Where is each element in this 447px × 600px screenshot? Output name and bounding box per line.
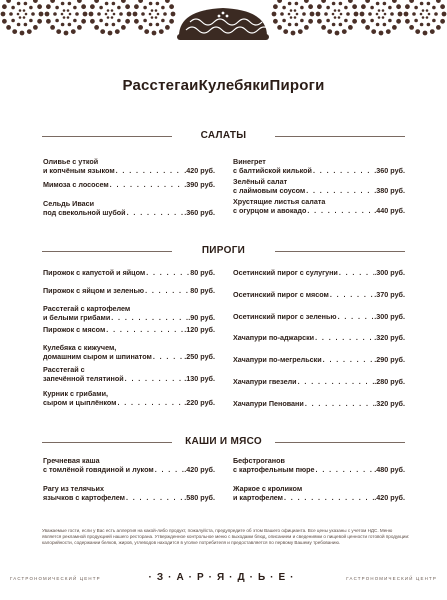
menu-item-price: .420 руб. <box>374 493 405 502</box>
section-header-porridge <box>42 436 405 450</box>
menu-item-price: .320 руб. <box>374 399 405 408</box>
allergy-note: Уважаемые гости, если у Вас есть аллергия на какой-либо продукт, пожалуйста, предупредите об этом Вашего официанта. Все цены указаны с учетом НДС. Меню является рекламной продукцией нашего ресторана. Утвержденное контрольное меню с выходами блюд, описанием и сведениями о пищевой ценности готовой продукции: калорийности, содержании белков, жиров, углеводов находится в уголке потребителя и предоставляется по первому Вашему требованию. <box>42 528 410 545</box>
menu-item-price: .320 руб. <box>374 333 405 342</box>
menu-item-price: .420 руб. <box>184 166 215 175</box>
menu-item <box>43 484 215 502</box>
menu-item <box>43 325 215 334</box>
menu-item-name: Хачапури по-аджарски <box>233 333 315 342</box>
menu-item <box>43 389 215 407</box>
menu-item-name: Мимоза с лососем <box>43 180 109 189</box>
dot-leader <box>125 493 184 502</box>
dot-leader <box>297 377 375 386</box>
dot-leader <box>305 186 374 195</box>
dot-leader <box>154 465 185 474</box>
menu-item-name: с картофельным пюре <box>233 465 315 474</box>
menu-item-name: Бефстроганов <box>233 456 285 465</box>
brand-tagline-right: ГАСТРОНОМИЧЕСКИЙ ЦЕНТР <box>346 576 437 581</box>
dot-leader <box>115 166 185 175</box>
menu-item <box>43 180 215 189</box>
dot-leader <box>145 268 190 277</box>
dot-leader <box>314 333 374 342</box>
menu-item-price: .370 руб. <box>374 290 405 299</box>
section-header-pies <box>42 245 405 259</box>
menu-item-price: .300 руб. <box>374 268 405 277</box>
menu-item <box>233 290 405 299</box>
menu-item <box>233 197 405 215</box>
dot-leader <box>322 355 375 364</box>
menu-item-price: .360 руб. <box>374 166 405 175</box>
menu-item-price: .380 руб. <box>374 186 405 195</box>
dot-leader <box>312 166 374 175</box>
menu-item <box>233 456 405 474</box>
menu-item <box>233 355 405 364</box>
menu-item-price: .420 руб. <box>184 465 215 474</box>
menu-item-price: .130 руб. <box>184 374 215 383</box>
menu-title: РасстегаиКулебякиПироги <box>122 77 325 94</box>
brand-strip <box>0 572 447 586</box>
menu-item-name: Гречневая каша <box>43 456 100 465</box>
menu-item-name: и копчёным языком <box>43 166 115 175</box>
dot-leader <box>126 208 185 217</box>
menu-item-name: под свекольной шубой <box>43 208 126 217</box>
dot-leader <box>283 493 374 502</box>
menu-item-name: Курник с грибами, <box>43 389 108 398</box>
menu-item-name: Осетинский пирог с мясом <box>233 290 329 299</box>
menu-item-name: сыром и цыплёнком <box>43 398 117 407</box>
menu-item-name: с томлёной говядиной и луком <box>43 465 154 474</box>
dot-leader <box>124 374 185 383</box>
dot-leader <box>116 398 184 407</box>
menu-item-name: язычков с картофелем <box>43 493 125 502</box>
menu-item <box>233 268 405 277</box>
menu-item-name: Жаркое с кроликом <box>233 484 303 493</box>
menu-item-price: .480 руб. <box>374 465 405 474</box>
dot-leader <box>109 180 185 189</box>
top-ornament <box>0 0 447 50</box>
dot-leader <box>110 313 188 322</box>
menu-item <box>43 365 215 383</box>
section-title-salads: САЛАТЫ <box>200 130 247 141</box>
dot-leader <box>144 286 190 295</box>
menu-item-price: .90 руб. <box>188 313 215 322</box>
menu-item-price: .290 руб. <box>374 355 405 364</box>
menu-item <box>43 304 215 322</box>
menu-item-name: Рагу из телячьих <box>43 484 104 493</box>
pie-icon <box>177 8 270 40</box>
menu-item-price: .250 руб. <box>184 352 215 361</box>
menu-item-price: .360 руб. <box>184 208 215 217</box>
menu-item-name: Осетинский пирог с зеленью <box>233 312 337 321</box>
dot-leader <box>105 325 184 334</box>
dot-leader <box>306 206 374 215</box>
menu-item <box>233 157 405 175</box>
menu-item-name: с балтийской килькой <box>233 166 312 175</box>
menu-item-name: Хачапури по-мегрельски <box>233 355 322 364</box>
menu-item-name: Расстегай с <box>43 365 85 374</box>
dot-leader <box>338 268 374 277</box>
menu-item-price: .280 руб. <box>374 377 405 386</box>
brand-tagline-left: ГАСТРОНОМИЧЕСКИЙ ЦЕНТР <box>10 576 101 581</box>
menu-item-name: Хачапури Пеновани <box>233 399 304 408</box>
menu-item-name: с огурцом и авокадо <box>233 206 307 215</box>
menu-item-name: Зелёный салат <box>233 177 288 186</box>
menu-item <box>233 177 405 195</box>
menu-item-price: .440 руб. <box>374 206 405 215</box>
menu-item-price: .300 руб. <box>374 312 405 321</box>
dot-leader <box>304 399 374 408</box>
menu-item-price: .390 руб. <box>184 180 215 189</box>
menu-item-price: .580 руб. <box>184 493 215 502</box>
menu-item-name: Кулебяка с кижучем, <box>43 343 117 352</box>
menu-item-name: Пирожок с яйцом и зеленью <box>43 286 145 295</box>
menu-item-price: 80 руб. <box>190 268 215 277</box>
menu-item <box>233 312 405 321</box>
menu-item-price: 80 руб. <box>190 286 215 295</box>
menu-item <box>43 199 215 217</box>
section-header-salads <box>42 130 405 144</box>
menu-item <box>233 333 405 342</box>
menu-item-name: с лаймовым соусом <box>233 186 306 195</box>
section-title-porridge: КАШИ И МЯСО <box>185 436 262 447</box>
menu-item-name: Осетинский пирог с сулугуни <box>233 268 338 277</box>
dot-leader <box>315 465 375 474</box>
menu-item-name: Расстегай с картофелем <box>43 304 131 313</box>
menu-item <box>43 157 215 175</box>
menu-item <box>43 268 215 277</box>
menu-item-name: Хачапури гвезели <box>233 377 297 386</box>
dot-leader <box>337 312 375 321</box>
menu-item-name: и белыми грибами <box>43 313 111 322</box>
menu-item <box>233 399 405 408</box>
menu-item-name: запечённой телятиной <box>43 374 124 383</box>
menu-item-name: Сельдь Иваси <box>43 199 95 208</box>
menu-item-name: Оливье с уткой <box>43 157 99 166</box>
section-title-pies: ПИРОГИ <box>201 245 246 256</box>
menu-item <box>43 343 215 361</box>
menu-item-name: Пирожок с капустой и яйцом <box>43 268 146 277</box>
menu-item-name: и картофелем <box>233 493 284 502</box>
menu-item-price: .220 руб. <box>184 398 215 407</box>
menu-item-name: Пирожок с мясом <box>43 325 106 334</box>
dot-leader <box>329 290 374 299</box>
menu-item-name: Винегрет <box>233 157 266 166</box>
menu-item <box>43 286 215 295</box>
menu-item-price: .120 руб. <box>184 325 215 334</box>
brand-logo: ·З·А·Р·Я·Д·Ь·Е· <box>148 572 299 583</box>
menu-item-name: домашним сыром и шпинатом <box>43 352 152 361</box>
menu-item <box>43 456 215 474</box>
menu-item-name: Хрустящие листья салата <box>233 197 326 206</box>
dot-leader <box>152 352 184 361</box>
menu-item <box>233 377 405 386</box>
menu-item <box>233 484 405 502</box>
